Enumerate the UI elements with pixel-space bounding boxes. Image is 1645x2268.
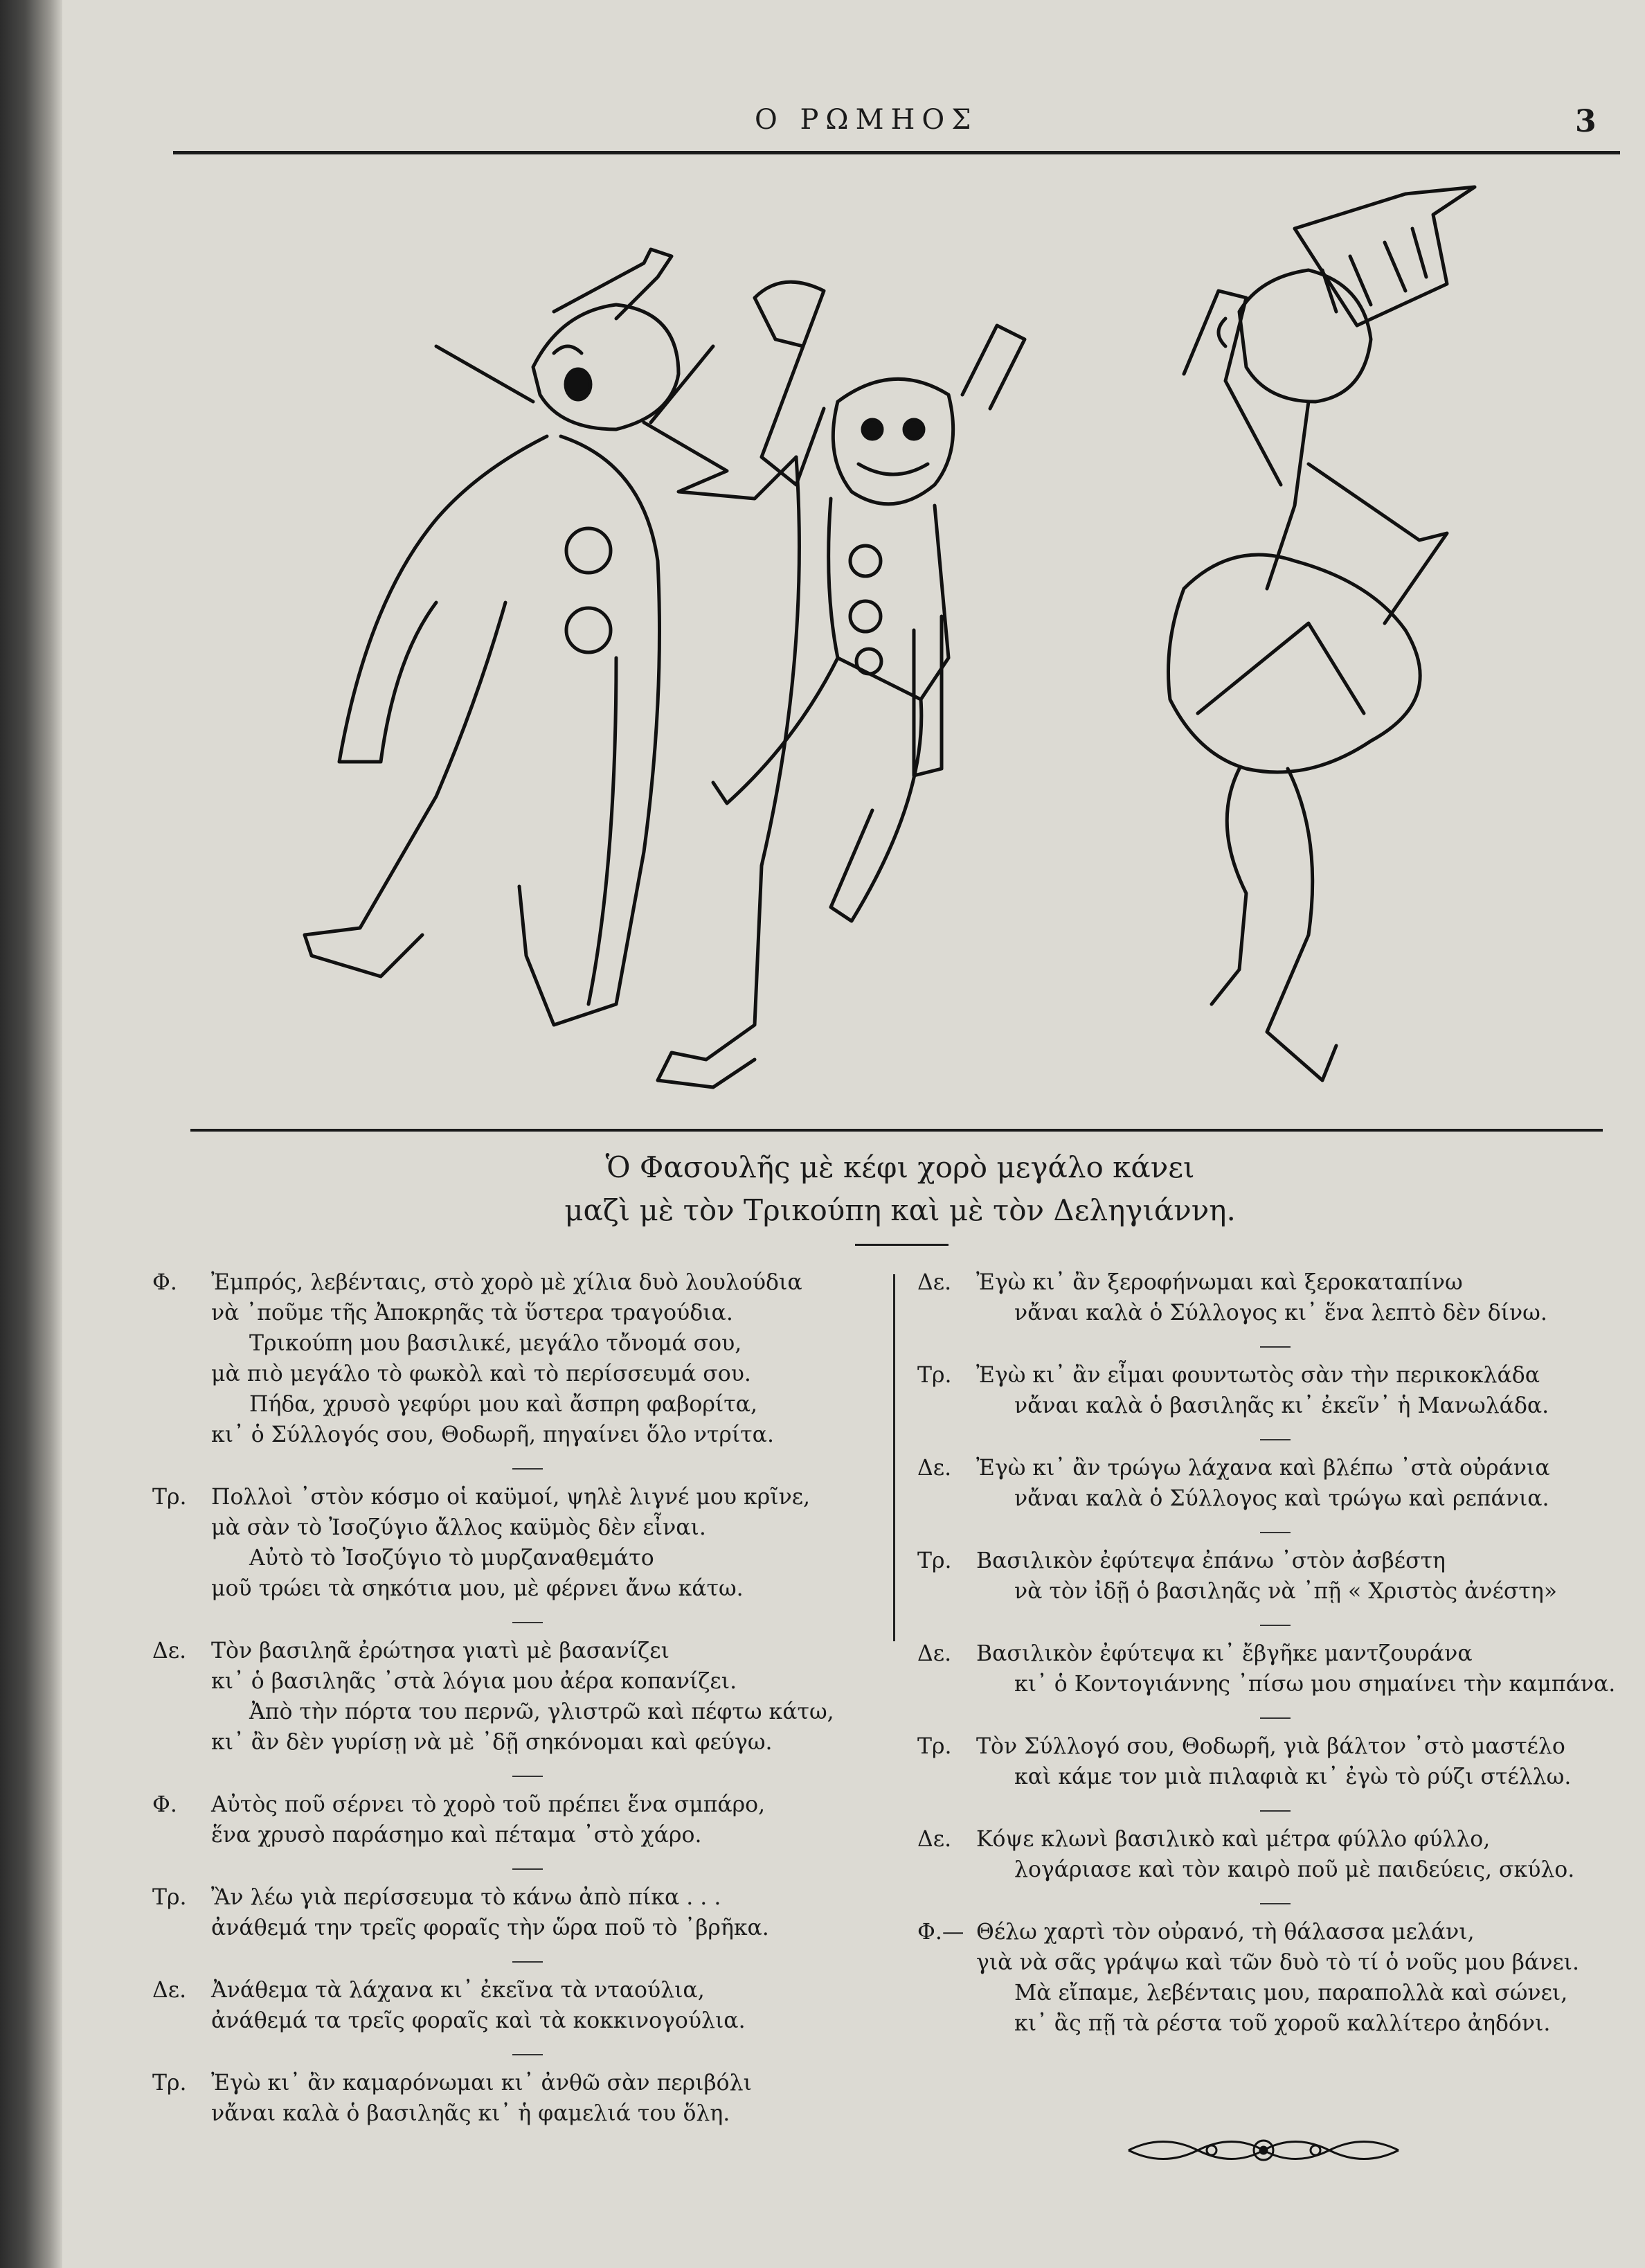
verse-line: Ἀνάθεμα τὰ λάχανα κι᾽ ἐκεῖνα τὰ νταούλια, [211, 1978, 705, 2003]
stanza [917, 1546, 1624, 1607]
speaker-label: Τρ. [152, 2071, 187, 2096]
speaker-label: Δε. [917, 1270, 952, 1295]
clown-figure-middle [713, 282, 1025, 921]
caption-line-2: μαζὶ μὲ τὸν Τρικούπη καὶ μὲ τὸν Δεληγιάννη. [564, 1193, 1236, 1227]
stanza-separator [512, 1961, 543, 1963]
speaker-label: Φ. [152, 1270, 177, 1295]
stanza-separator [1260, 1346, 1291, 1348]
stanza-separator [1260, 1439, 1291, 1440]
speaker-label: Δε. [917, 1456, 952, 1481]
caption-bottom-rule [855, 1244, 949, 1246]
verse-line: Κόψε κλωνὶ βασιλικὸ καὶ μέτρα φύλλο φύλλο, [976, 1827, 1491, 1852]
stanza-separator [1260, 1532, 1291, 1533]
verse-line: Ἀπὸ τὴν πόρτα του περνῶ, γλιστρῶ καὶ πέφτω κάτω, [249, 1699, 834, 1724]
stanza-separator [1260, 1903, 1291, 1904]
stanza-separator [1260, 1717, 1291, 1719]
verse-line: Ἐγὼ κι᾽ ἂν τρώγω λάχανα καὶ βλέπω ᾽στὰ οὐράνια [976, 1456, 1550, 1481]
verse-line: Ἐγὼ κι᾽ ἂν εἶμαι φουντωτὸς σὰν τὴν περικοκλάδα [976, 1363, 1540, 1388]
verse-line: ἀνάθεμά τα τρεῖς φοραῖς καὶ τὰ κοκκινογούλια. [211, 2008, 746, 2033]
verse-line: κι᾽ ὁ Κοντογιάννης ᾽πίσω μου σημαίνει τὴν καμπάνα. [1014, 1672, 1616, 1697]
verse-line: νἄναι καλὰ ὁ βασιληᾶς κι᾽ ἡ φαμελιά του ὅλη. [211, 2101, 730, 2126]
verse-line: κι᾽ ὁ Σύλλογός σου, Θοδωρῆ, πηγαίνει ὅλο ντρίτα. [211, 1422, 774, 1447]
verse-line: νὰ ᾽ποῦμε τῆς Ἀποκρηᾶς τὰ ὕστερα τραγούδια. [211, 1301, 733, 1325]
stanza [917, 1824, 1624, 1885]
stanza-separator [512, 1776, 543, 1777]
stanza [917, 1360, 1624, 1421]
verse-line: Αὐτὸς ποῦ σέρνει τὸ χορὸ τοῦ πρέπει ἕνα σμπάρο, [211, 1792, 766, 1817]
speaker-label: Τρ. [152, 1485, 187, 1510]
cartoon-illustration [228, 173, 1641, 1122]
verse-line: Θέλω χαρτὶ τὸν οὐρανό, τὴ θάλασσα μελάνι, [976, 1920, 1475, 1945]
speaker-label: Τρ. [917, 1734, 952, 1759]
stanza-separator [1260, 1810, 1291, 1812]
speaker-label: Δε. [152, 1639, 187, 1663]
stanza [152, 2068, 886, 2129]
verse-line: κι᾽ ἂν δὲν γυρίσῃ νὰ μὲ ᾽δῇ σηκόνομαι καὶ φεύγω. [211, 1730, 773, 1755]
stanza [152, 1267, 886, 1450]
verse-line: Πήδα, χρυσὸ γεφύρι μου καὶ ἄσπρη φαβορίτα, [249, 1392, 757, 1417]
speaker-label: Φ.— [917, 1920, 964, 1945]
verse-line: κι᾽ ἂς πῇ τὰ ρέστα τοῦ χοροῦ καλλίτερο ἀηδόνι. [1014, 2011, 1551, 2036]
speaker-label: Δε. [917, 1827, 952, 1852]
speaker-label: Τρ. [152, 1885, 187, 1910]
header-rule [173, 151, 1620, 154]
verse-line: ἀνάθεμά την τρεῖς φοραῖς τὴν ὥρα ποῦ τὸ ᾽βρῆκα. [211, 1916, 769, 1940]
stanza-separator [512, 1868, 543, 1870]
verse-line: Ἐμπρός, λεβένταις, στὸ χορὸ μὲ χίλια δυὸ λουλούδια [211, 1270, 802, 1295]
verse-line: κι᾽ ὁ βασιληᾶς ᾽στὰ λόγια μου ἀέρα κοπανίζει. [211, 1669, 737, 1694]
stanza [917, 1453, 1624, 1514]
stanza [152, 1482, 886, 1604]
stanza-separator [512, 1622, 543, 1623]
verse-line: γιὰ νὰ σᾶς γράψω καὶ τῶν δυὸ τὸ τί ὁ νοῦς μου βάνει. [976, 1950, 1580, 1975]
verse-line: Αὐτὸ τὸ Ἰσοζύγιο τὸ μυρζαναθεμάτο [249, 1546, 654, 1571]
stanza [152, 1975, 886, 2036]
verse-line: νὰ τὸν ἰδῇ ὁ βασιληᾶς νὰ ᾽πῇ « Χριστὸς ἀνέστη» [1014, 1579, 1557, 1604]
clown-figure-left [305, 249, 799, 1087]
verse-line: μὰ πιὸ μεγάλο τὸ φωκὸλ καὶ τὸ περίσσευμά σου. [211, 1361, 751, 1386]
stanza [917, 1639, 1624, 1699]
verse-line: μοῦ τρώει τὰ σηκότια μου, μὲ φέρνει ἄνω κάτω. [211, 1576, 744, 1601]
verse-line: Ἐγὼ κι᾽ ἂν ξεροφήνωμαι καὶ ξεροκαταπίνω [976, 1270, 1463, 1295]
speaker-label: Φ. [152, 1792, 177, 1817]
verse-line: Ἐγὼ κι᾽ ἂν καμαρόνωμαι κι᾽ ἀνθῶ σὰν περιβόλι [211, 2071, 752, 2096]
right-column [917, 1267, 1624, 2057]
masthead-title: Ο ΡΩΜΗΟΣ [755, 104, 978, 136]
decorative-ornament-icon [1122, 2129, 1405, 2171]
verse-line: Ἂν λέω γιὰ περίσσευμα τὸ κάνω ἀπὸ πίκα . . . [211, 1885, 721, 1910]
verse-line: ἕνα χρυσὸ παράσημο καὶ πέταμα ᾽στὸ χάρο. [211, 1823, 702, 1848]
caption-line-1: Ὁ Φασουλῆς μὲ κέφι χορὸ μεγάλο κάνει [605, 1150, 1195, 1184]
speaker-label: Τρ. [917, 1363, 952, 1388]
stanza [917, 1917, 1624, 2039]
verse-line: λογάριασε καὶ τὸν καιρὸ ποῦ μὲ παιδεύεις, σκύλο. [1014, 1857, 1575, 1882]
verse-line: μὰ σὰν τὸ Ἰσοζύγιο ἄλλος καϋμὸς δὲν εἶναι. [211, 1515, 706, 1540]
speaker-label: Τρ. [917, 1548, 952, 1573]
verse-line: νἄναι καλὰ ὁ Σύλλογος κι᾽ ἕνα λεπτὸ δὲν δίνω. [1014, 1301, 1547, 1325]
verse-line: Τὸν βασιληᾶ ἐρώτησα γιατὶ μὲ βασανίζει [211, 1639, 669, 1663]
book-spine-shadow [0, 0, 62, 2268]
stanza-separator [512, 1468, 543, 1470]
verse-line: Τὸν Σύλλογό σου, Θοδωρῆ, γιὰ βάλτον ᾽στὸ μαστέλο [976, 1734, 1565, 1759]
verse-line: νἄναι καλὰ ὁ Σύλλογος καὶ τρώγω καὶ ρεπάνια. [1014, 1486, 1549, 1511]
stanza [917, 1267, 1624, 1328]
left-column [152, 1267, 886, 2147]
speaker-label: Δε. [917, 1641, 952, 1666]
speaker-label: Δε. [152, 1978, 187, 2003]
stanza [917, 1731, 1624, 1792]
newspaper-page [62, 0, 1645, 2268]
dancer-figure-right [1169, 187, 1475, 1080]
stanza [152, 1882, 886, 1943]
caption-top-rule [190, 1129, 1603, 1132]
verse-line: Πολλοὶ ᾽στὸν κόσμο οἱ καϋμοί, ψηλὲ λιγνέ μου κρῖνε, [211, 1485, 811, 1510]
stanza [152, 1789, 886, 1850]
page-number: 3 [1575, 104, 1597, 139]
verse-line: καὶ κάμε τον μιὰ πιλαφιὰ κι᾽ ἐγὼ τὸ ρύζι στέλλω. [1014, 1765, 1572, 1789]
stanza-separator [1260, 1625, 1291, 1626]
illustration-caption [422, 1146, 1378, 1232]
verse-line: Βασιλικὸν ἐφύτεψα ἐπάνω ᾽στὸν ἀσβέστη [976, 1548, 1446, 1573]
verse-line: Μὰ εἴπαμε, λεβένταις μου, παραπολλὰ καὶ σώνει, [1014, 1981, 1568, 2006]
verse-line: Τρικούπη μου βασιλικέ, μεγάλο τὄνομά σου, [249, 1331, 742, 1356]
verse-line: Βασιλικὸν ἐφύτεψα κι᾽ ἔβγῆκε μαντζουράνα [976, 1641, 1473, 1666]
column-divider [893, 1274, 895, 1641]
stanza [152, 1636, 886, 1758]
verse-line: νἄναι καλὰ ὁ βασιληᾶς κι᾽ ἐκεῖν᾽ ἡ Μανωλάδα. [1014, 1393, 1549, 1418]
stanza-separator [512, 2054, 543, 2055]
